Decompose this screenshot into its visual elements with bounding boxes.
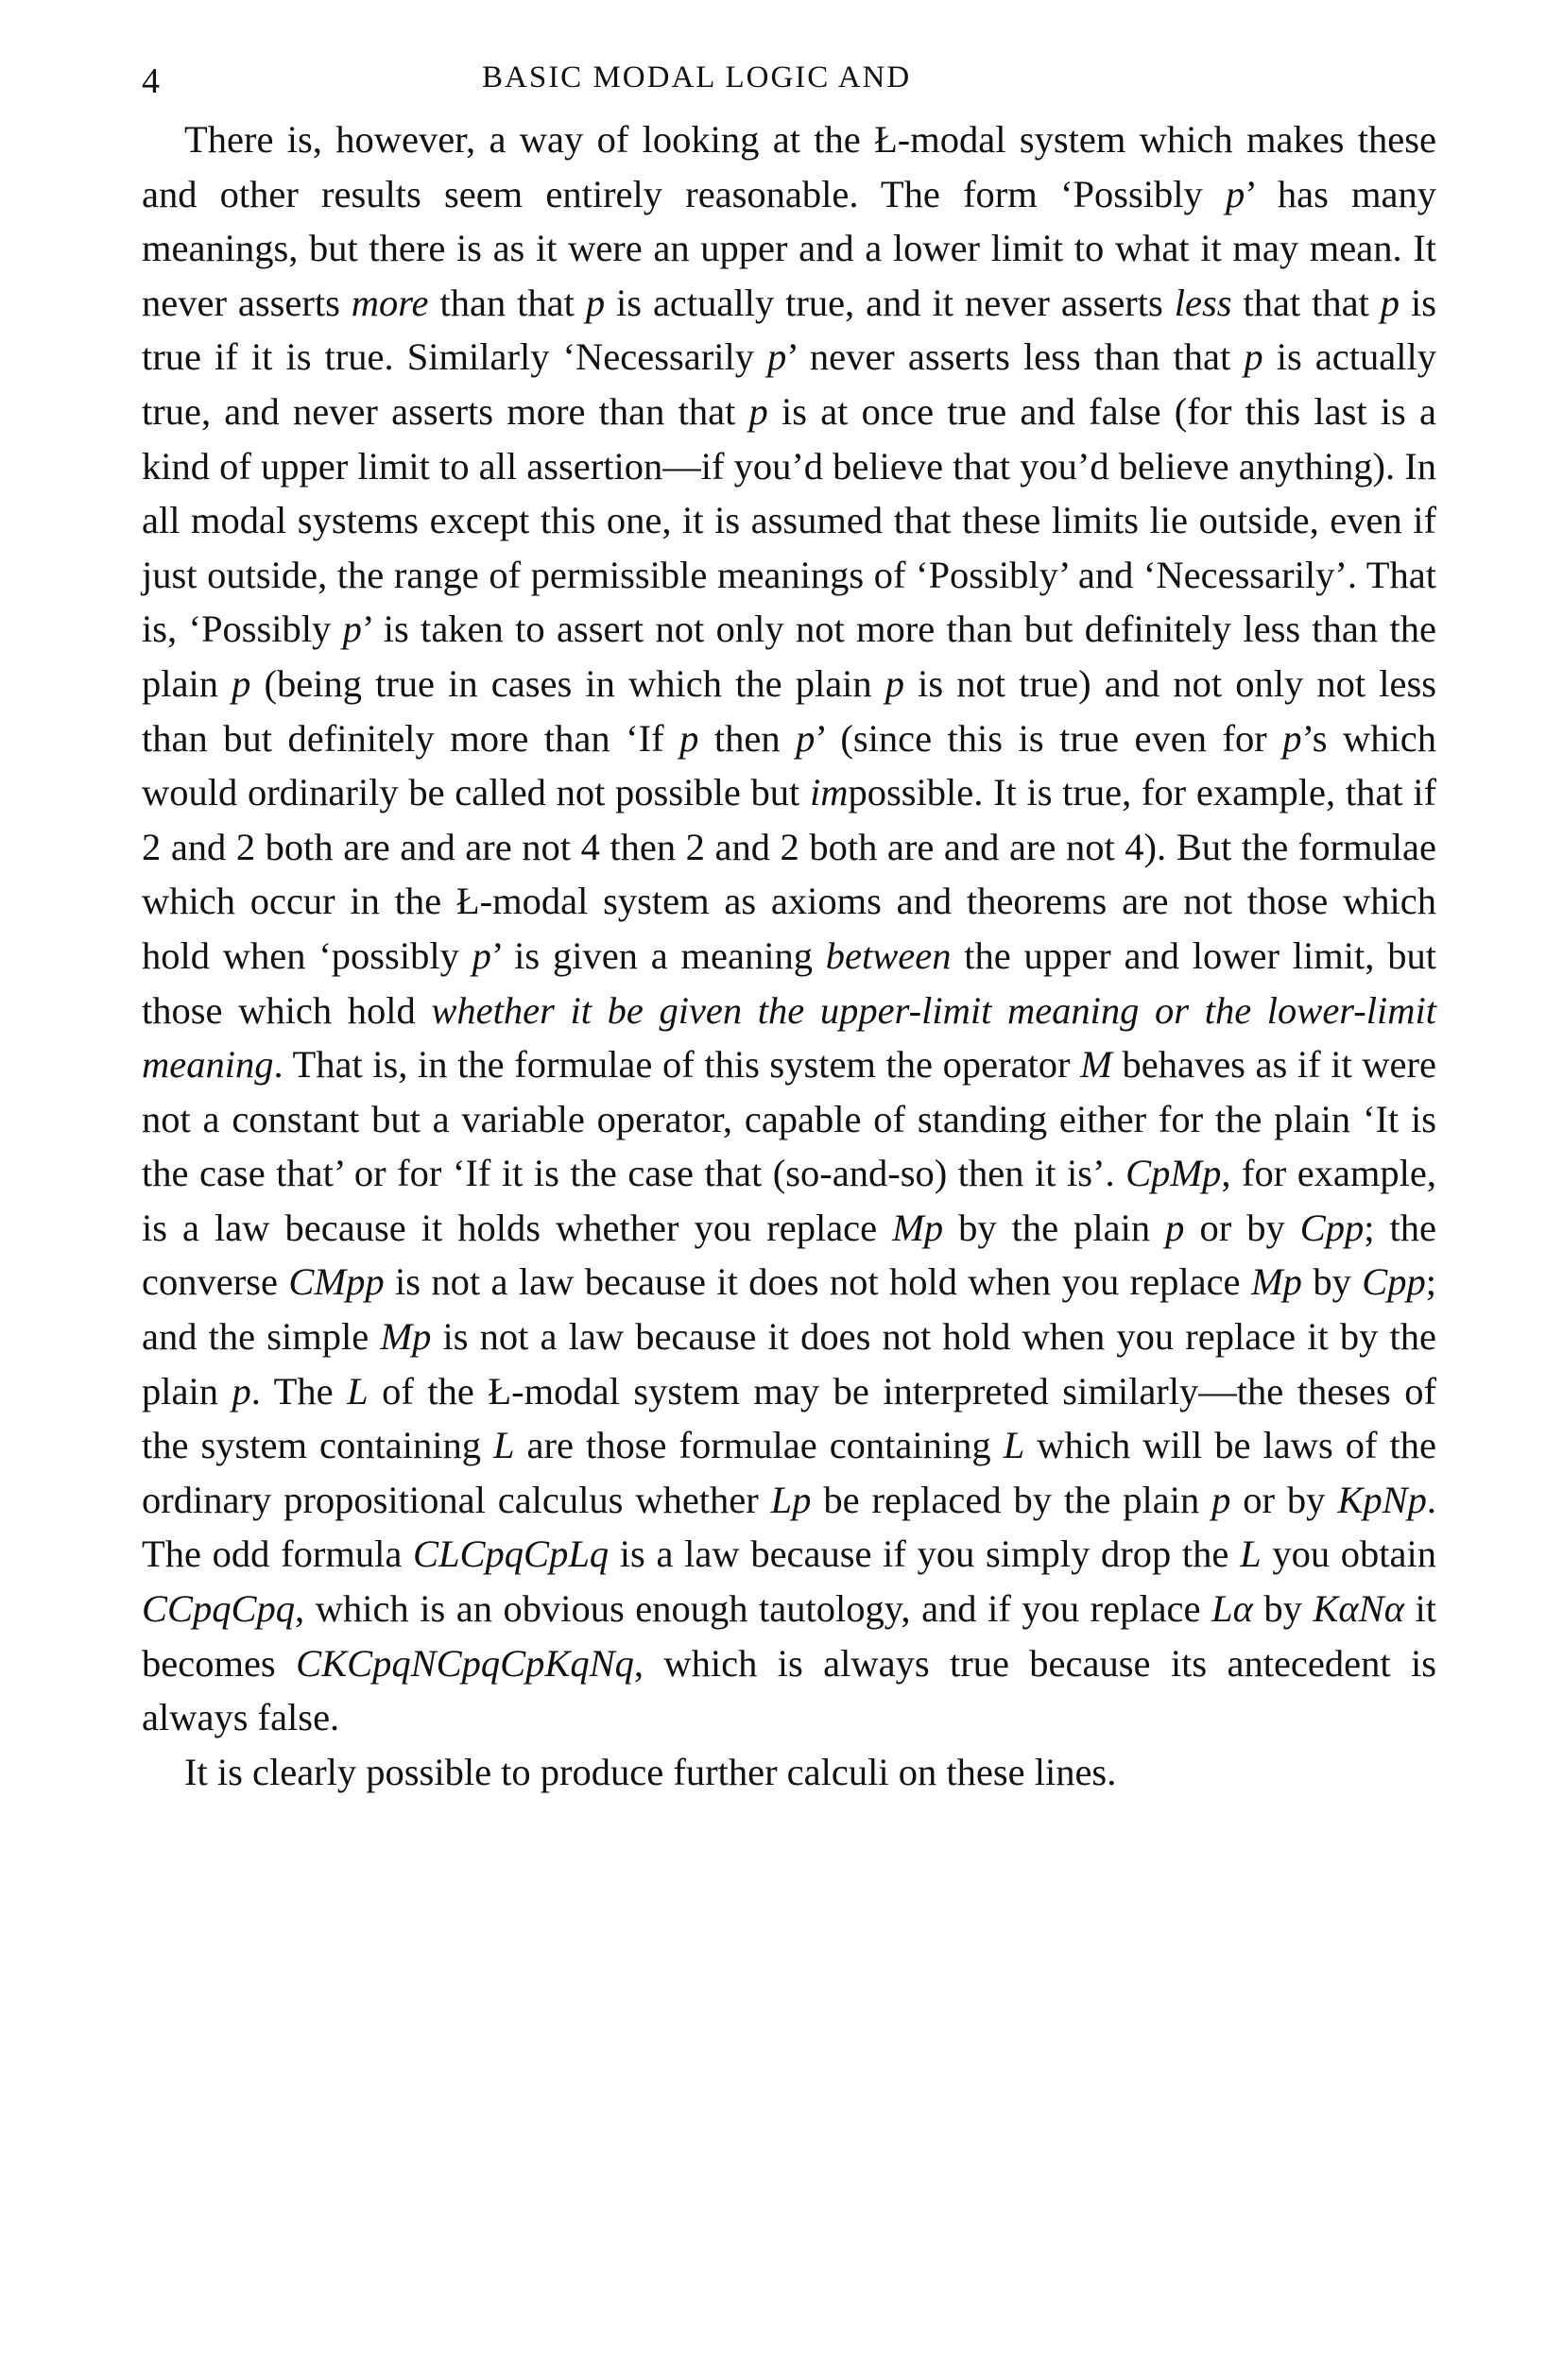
italic-term: L: [347, 1369, 369, 1413]
text-run: ; and the simple: [142, 1260, 1437, 1359]
text-run: then: [698, 716, 797, 760]
text-run: by: [1301, 1260, 1363, 1304]
text-run: , which is an obvious enough tautology, and if you replace: [295, 1587, 1212, 1631]
text-run: is true if it is true. Similarly ‘Necessarily: [142, 281, 1436, 379]
text-run: ; the converse: [142, 1206, 1436, 1304]
text-run: possible. It is true, for example, that if 2 and 2 both are and are not 4 then 2 and 2 both are and are not 4). But the formulae which occur in the Ł-modal system as axioms and theorems are not those which hold when ‘possibly: [142, 771, 1436, 977]
text-run: by the plain: [943, 1206, 1166, 1249]
running-title: BASIC MODAL LOGIC AND: [482, 60, 912, 94]
running-head: [142, 49, 1436, 106]
book-page: [142, 49, 1436, 1799]
text-run: , for example, is a law because it holds whether you replace: [142, 1152, 1437, 1249]
text-run: ’ (since this is true even for: [815, 716, 1283, 760]
italic-term: p: [232, 661, 251, 705]
italic-term: im: [809, 771, 849, 814]
text-run: are those formulae containing: [514, 1424, 1004, 1467]
text-run: be replaced by the plain: [811, 1478, 1212, 1521]
italic-term: L: [1003, 1424, 1025, 1467]
text-run: is not true) and not only not less than but definitely more than ‘If: [142, 661, 1436, 760]
italic-term: p: [885, 661, 905, 705]
text-run: . The odd formula: [142, 1478, 1436, 1576]
italic-term: p: [748, 389, 768, 433]
text-run: ’ is given a meaning: [490, 933, 826, 977]
text-run: There is, however, a way of looking at the Ł-modal system which makes these and other results seem entirely reasonable. The form ‘Possibly: [142, 118, 1436, 215]
italic-term: Mp: [892, 1206, 944, 1249]
text-run: is actually true, and never asserts more than that: [142, 335, 1436, 433]
italic-term: Cpp: [1299, 1206, 1365, 1249]
italic-term: p: [1211, 1478, 1231, 1521]
italic-term: CCpqCpq: [142, 1587, 296, 1631]
text-run: which will be laws of the ordinary propositional calculus whether: [142, 1424, 1436, 1521]
italic-term: p: [1282, 716, 1302, 760]
italic-term: Mp: [1250, 1260, 1302, 1304]
italic-term: M: [1080, 1043, 1112, 1087]
text-run: is at once true and false (for this last is a kind of upper limit to all assertion—if you’d believe that you’d believe anything). In all modal systems except this one, it is assumed that these limits lie outside, even if just outside, the range of permissible meanings of ‘Possibly’ and ‘Necessarily’. That is, ‘Possibly: [142, 389, 1436, 651]
italic-term: L: [1240, 1532, 1262, 1576]
italic-term: p: [1380, 281, 1400, 324]
text-run: (being true in cases in which the plain: [250, 661, 885, 705]
text-run: . The: [250, 1369, 348, 1413]
italic-term: p: [342, 608, 362, 651]
italic-term: p: [1244, 335, 1263, 379]
text-run: It is clearly possible to produce further calculi on these lines.: [184, 1750, 1117, 1793]
italic-term: Mp: [380, 1315, 432, 1359]
text-run: is a law because if you simply drop the: [609, 1532, 1241, 1576]
italic-term: p: [767, 335, 787, 379]
italic-term: Cpp: [1362, 1260, 1426, 1304]
paragraph: [142, 112, 1436, 1745]
italic-term: Lp: [770, 1478, 812, 1521]
text-run: is actually true, and it never asserts: [605, 281, 1175, 324]
italic-term: whether it be given the upper-limit meaning or the lower-limit meaning: [142, 988, 1436, 1087]
italic-term: p: [232, 1369, 251, 1413]
text-run: it becomes: [142, 1587, 1436, 1685]
italic-term: Lα: [1211, 1587, 1253, 1631]
text-run: by: [1252, 1587, 1314, 1631]
italic-term: p: [1165, 1206, 1185, 1249]
page-number: 4: [142, 61, 162, 101]
text-run: . That is, in the formulae of this system the operator: [273, 1043, 1081, 1087]
italic-term: CMpp: [288, 1260, 385, 1304]
text-run: is not a law because it does not hold when you replace it by the plain: [142, 1315, 1436, 1413]
italic-term: CKCpqNCpqCpKqNq: [296, 1641, 634, 1685]
text-run: of the Ł-modal system may be interpreted similarly—the theses of the system containing: [142, 1369, 1437, 1467]
paragraph: [142, 1745, 1436, 1800]
text-run: ’ has many meanings, but there is as it were an upper and a lower limit to what it may mean. It never asserts: [142, 172, 1436, 324]
text-run: or by: [1184, 1206, 1300, 1249]
italic-term: L: [493, 1424, 515, 1467]
body-text: [142, 112, 1436, 1799]
text-run: behaves as if it were not a constant but a variable operator, capable of standing either for the plain ‘It is the case that’ or for ‘If it is the case that (so-and-so) then it is’.: [142, 1043, 1436, 1195]
italic-term: CLCpqCpLq: [413, 1532, 610, 1576]
text-run: ’ never asserts less than that: [786, 335, 1245, 379]
italic-term: KpNp: [1337, 1478, 1427, 1521]
italic-term: KαNα: [1313, 1587, 1404, 1631]
text-run: the upper and lower limit, but those which hold: [142, 933, 1436, 1032]
text-run: that that: [1231, 281, 1381, 324]
text-run: than that: [428, 281, 586, 324]
italic-term: CpMp: [1125, 1152, 1222, 1195]
italic-term: less: [1174, 281, 1232, 324]
text-run: ’ is taken to assert not only not more than but definitely less than the plain: [142, 608, 1436, 705]
text-run: you obtain: [1261, 1532, 1437, 1576]
text-run: is not a law because it does not hold when you replace: [384, 1260, 1251, 1304]
italic-term: more: [351, 281, 429, 324]
italic-term: between: [825, 933, 952, 977]
italic-term: p: [679, 716, 699, 760]
text-run: ’s which would ordinarily be called not possible but: [142, 716, 1436, 814]
text-run: , which is always true because its antecedent is always false.: [142, 1641, 1436, 1739]
italic-term: p: [1225, 172, 1245, 215]
italic-term: p: [796, 716, 816, 760]
text-run: or by: [1230, 1478, 1338, 1521]
italic-term: p: [585, 281, 606, 324]
italic-term: p: [472, 933, 491, 977]
